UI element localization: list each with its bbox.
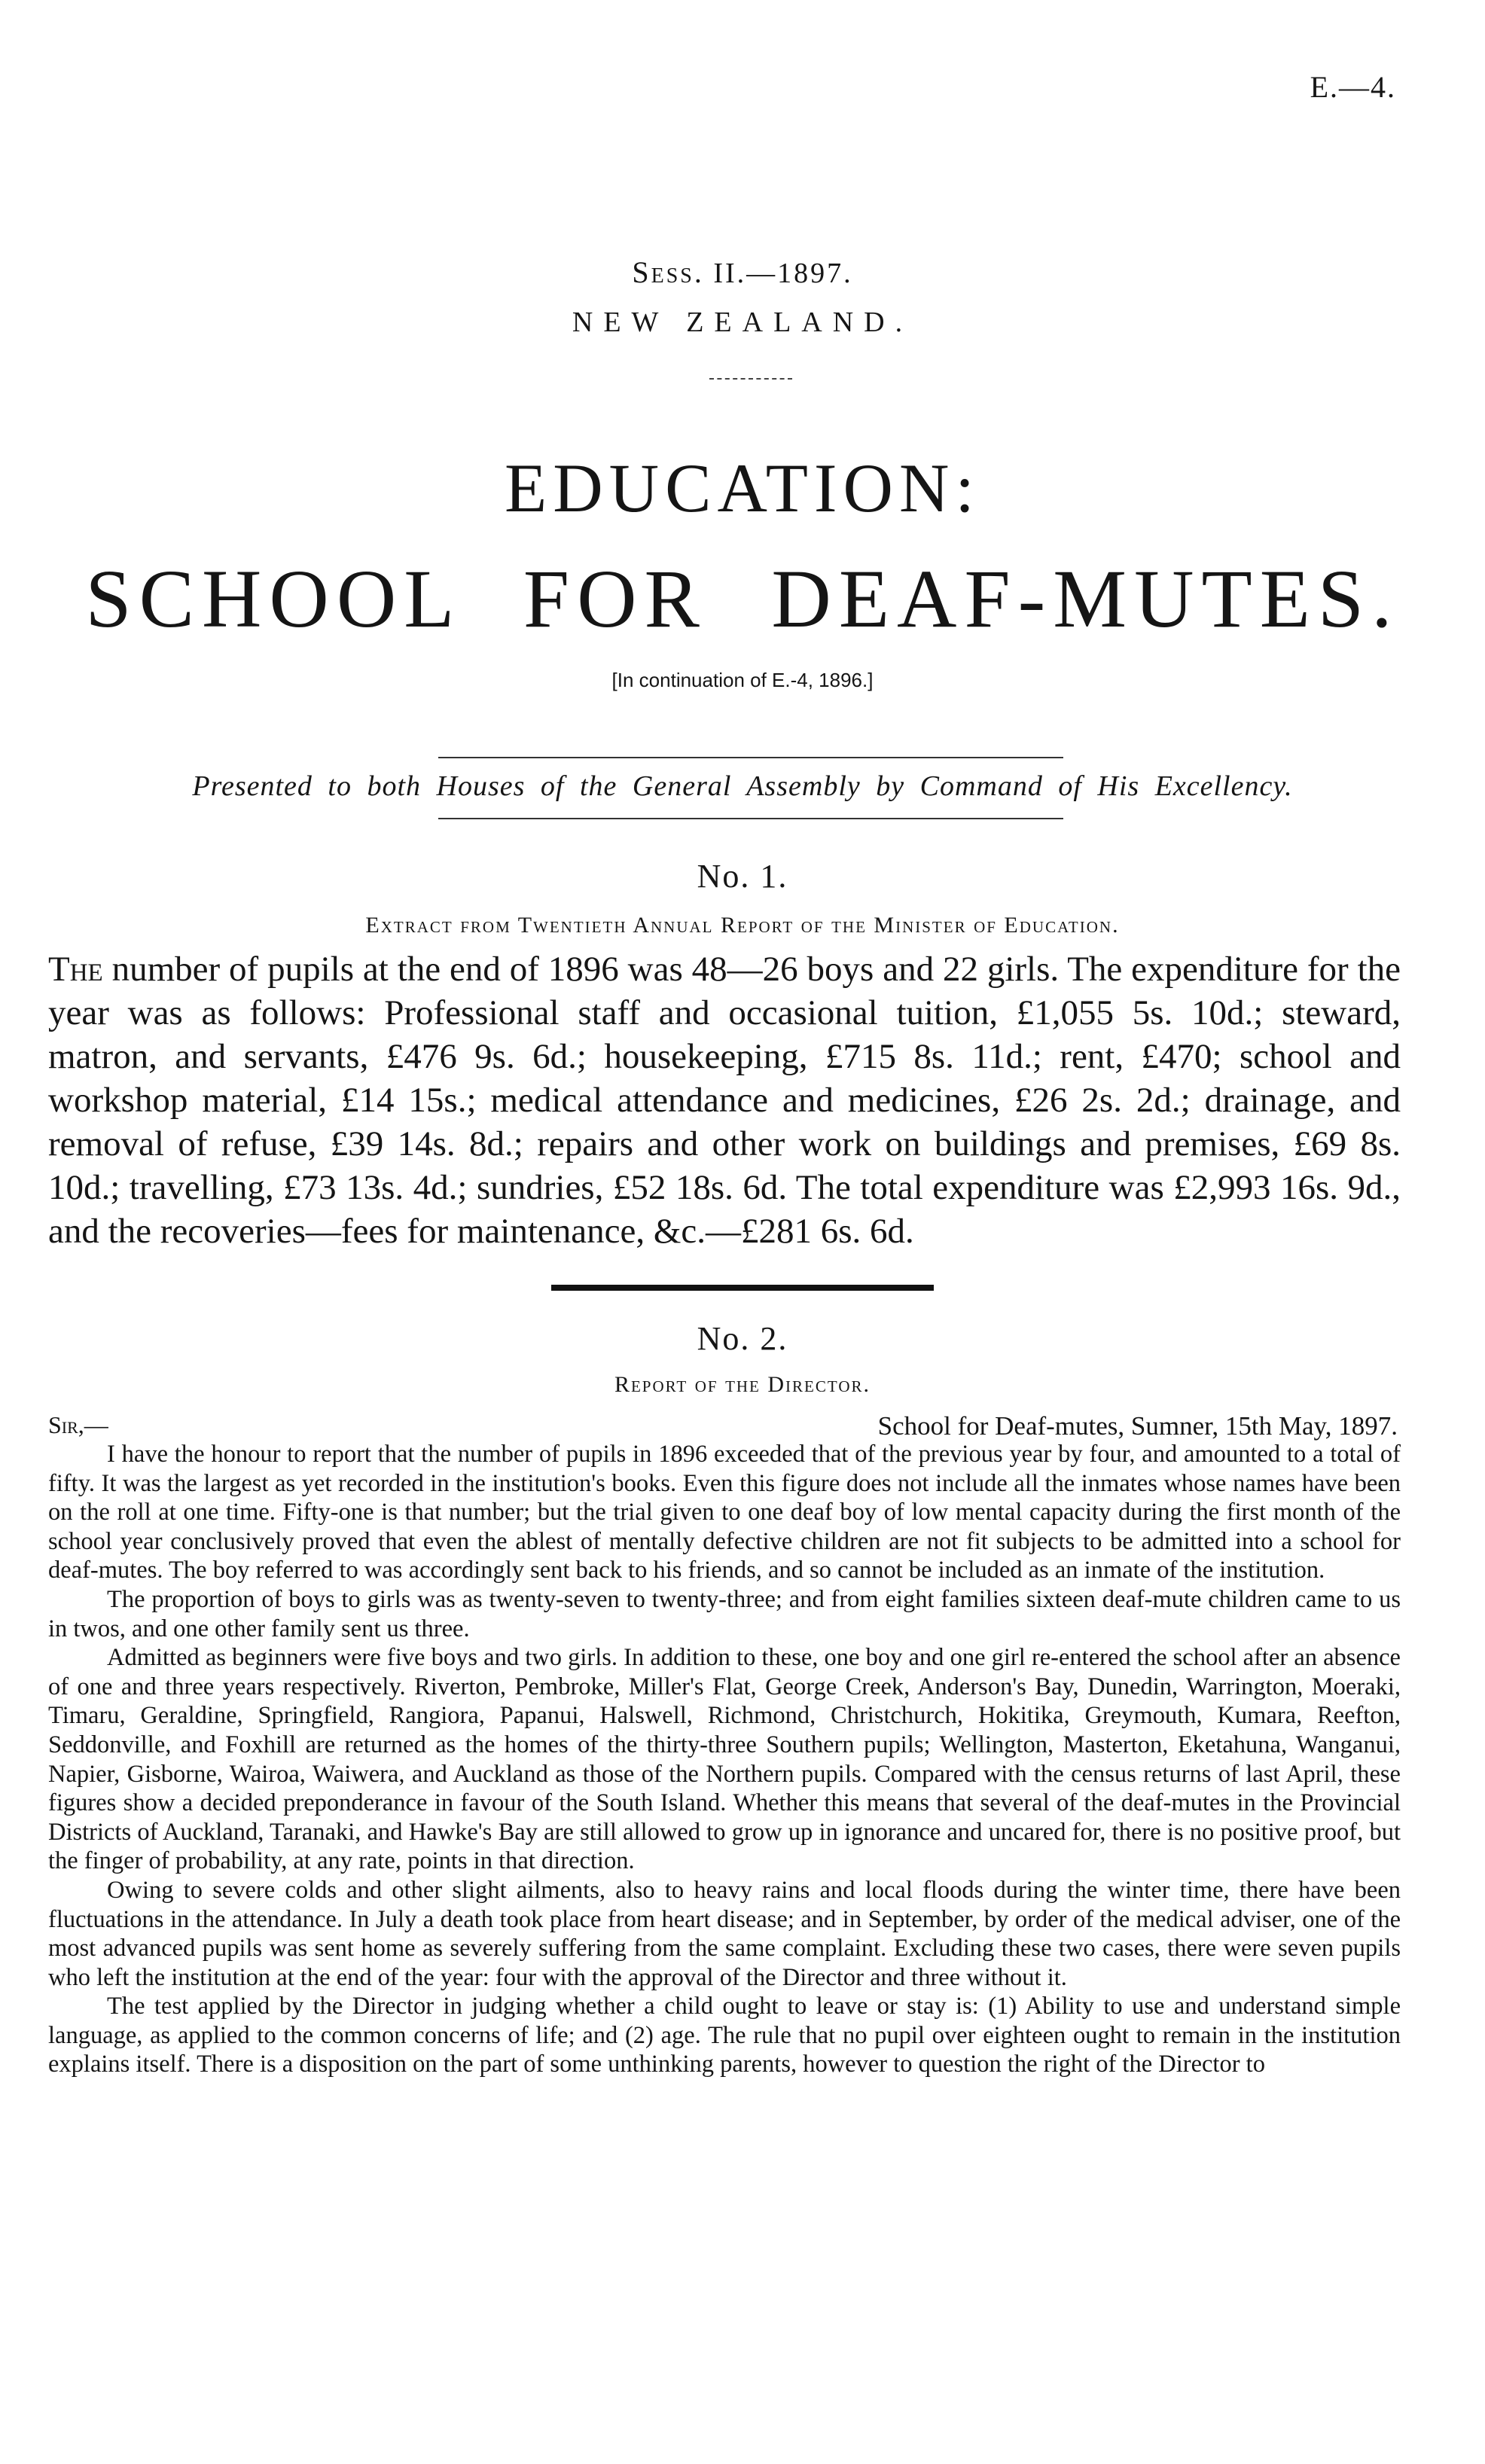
title-school-for-deaf-mutes: SCHOOL FOR DEAF-MUTES.: [85, 553, 1400, 645]
report-paragraph: Owing to severe colds and other slight ailments, also to heavy rains and local floods during the winter time, there have been fluctuations in the attendance. In July a death took place from heart disease; and in September, by order of the medical adviser, one of the most advanced pupils was sent home as severely suffering from the same complaint. Excluding these two cases, there were seven pupils who left the institution at the end of the year: four with the approval of the Director and three without it.: [48, 1876, 1401, 1991]
lead-word: The: [48, 950, 103, 989]
section-2-number: No. 2.: [697, 1320, 788, 1357]
session-line: [0, 255, 1485, 290]
report-paragraph: I have the honour to report that the number of pupils in 1896 exceeded that of the previous year by four, and amounted to a total of fifty. It was the largest as yet recorded in the institution's books. Even this figure does not include all the inmates whose names have been on the roll at one time. Fifty-one is that number; but the trial given to one deaf boy of low mental capacity during the first month of the school year conclusively proved that even the ablest of mentally defective children are not fit subjects to be admitted into a school for deaf-mutes. The boy referred to was accordingly sent back to his friends, and so cannot be included as an inmate of the institution.: [48, 1441, 1401, 1584]
country-line: NEW ZEALAND.: [572, 306, 913, 338]
section-2-heading: Report of the Director.: [614, 1372, 871, 1397]
salutation: Sir,—: [48, 1411, 108, 1438]
report-paragraph: Admitted as beginners were five boys and two girls. In addition to these, one boy and one girl re-entered the school after an absence of one and three years respectively. Riverton, Pembroke, Miller's Flat, George Creek, Anderson's Bay, Dunedin, Warrington, Moeraki, Timaru, Geraldine, Springfield, Rangiora, Papanui, Halswell, Richmond, Christchurch, Hokitika, Greymouth, Kumara, Reefton, Seddonville, and Foxhill are returned as the homes of the thirty-three Southern pupils; Wellington, Masterton, Eketahuna, Wanganui, Napier, Gisborne, Wairoa, Waiwera, and Auckland as those of the Northern pupils. Compared with the census returns of last April, these figures show a decided preponderance in favour of the South Island. Whether this means that several of the deaf-mutes in the Provincial Districts of Auckland, Taranaki, and Hawke's Bay are still allowed to grow up in ignorance and uncared for, there is no positive proof, but the finger of probability, at any rate, points in that direction.: [48, 1644, 1401, 1875]
short-divider: [709, 378, 792, 380]
section-divider: [551, 1285, 934, 1291]
presented-rule-bottom: [438, 818, 1063, 819]
session-label: Sess.: [632, 255, 704, 289]
section-1-text: number of pupils at the end of 1896 was 48—26 boys and 22 girls. The expenditure for the year was as follows: Professional staff and occasional tuition, £1,055 5s. 10d.; steward, matron, and servants, £476 9s. 6d.; housekeeping, £715 8s. 11d.; rent, £470; school and workshop material, £14 15s.; medical attendance and medicines, £26 2s. 2d.; drainage, and removal of refuse, £39 14s. 8d.; repairs and other work on buildings and premises, £69 8s. 10d.; travelling, £73 13s. 4d.; sundries, £52 18s. 6d. The total expenditure was £2,993 16s. 9d., and the recoveries—fees for maintenance, &c.—£281 6s. 6d.: [48, 950, 1401, 1251]
section-1-number: No. 1.: [697, 858, 788, 895]
page-code: E.—4.: [1310, 70, 1396, 104]
section-1-paragraph: [48, 947, 1401, 1253]
session-year: II.—1897.: [713, 258, 853, 289]
presented-line: Presented to both Houses of the General Assembly by Command of His Excellency.: [192, 770, 1293, 802]
section-1-heading: Extract from Twentieth Annual Report of the Minister of Education.: [365, 913, 1120, 938]
report-paragraph: The test applied by the Director in judging whether a child ought to leave or stay is: (1) Ability to use and understand simple language, as applied to the common concerns of life; and (2) age. The rule that no pupil over eighteen ought to remain in the institution explains itself. There is a disposition on the part of some unthinking parents, however to question the right of the Director to: [48, 1993, 1401, 2078]
dateline: School for Deaf-mutes, Sumner, 15th May, 1897.: [877, 1411, 1398, 1441]
report-body: [48, 1440, 1401, 2079]
presented-rule-top: [438, 757, 1063, 758]
report-paragraph: The proportion of boys to girls was as twenty-seven to twenty-three; and from eight families sixteen deaf-mute children came to us in twos, and one other family sent us three.: [48, 1585, 1401, 1642]
continuation-note: [In continuation of E.-4, 1896.]: [611, 669, 874, 691]
title-education: EDUCATION:: [505, 450, 980, 526]
